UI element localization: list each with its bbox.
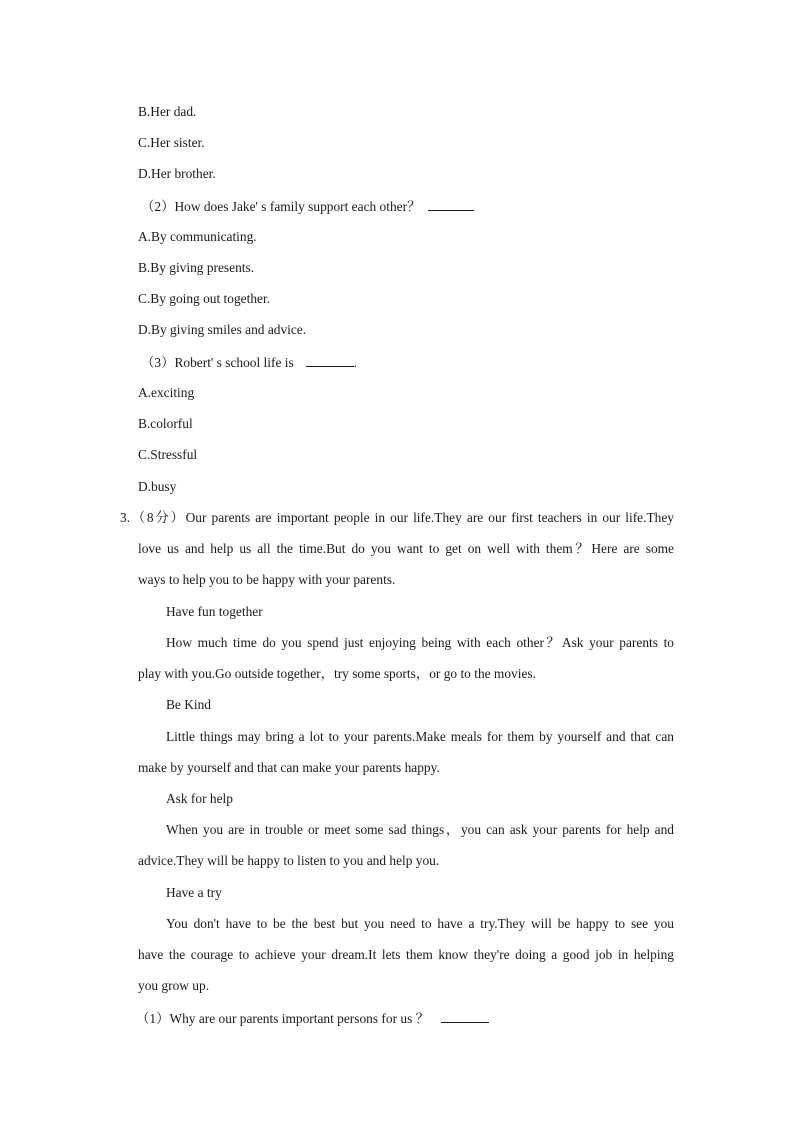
sub3-option-a: A.exciting bbox=[138, 385, 195, 400]
sub-question-2-prompt: （2）How does Jake' s family support each other？ bbox=[141, 199, 421, 214]
paragraph-line: you grow up. bbox=[138, 978, 210, 993]
paragraph-line: You don't have to be the best but you need to have a try.They will be happy to see you bbox=[166, 916, 674, 931]
intro-line: Our parents are important people in our life.They are our first teachers in our life.They bbox=[185, 510, 674, 525]
section-heading: Ask for help bbox=[166, 791, 233, 806]
sub3-option-c: C.Stressful bbox=[138, 447, 198, 462]
paragraph-line: How much time do you spend just enjoying being with each other？Ask your parents to bbox=[166, 635, 674, 650]
question-number: 3.（8分） bbox=[120, 510, 186, 525]
paragraph-line: When you are in trouble or meet some sad things，you can ask your parents for help and bbox=[166, 822, 674, 837]
sub2-option-a: A.By communicating. bbox=[138, 229, 257, 244]
answer-blank[interactable] bbox=[428, 198, 474, 211]
paragraph-line: play with you.Go outside together，try some sports，or go to the movies. bbox=[138, 666, 536, 681]
sub-question-1-prompt: （1）Why are our parents important persons for us ？ bbox=[136, 1011, 430, 1026]
sub-question-3 bbox=[141, 354, 357, 371]
paragraph-line: advice.They will be happy to listen to you and help you. bbox=[138, 853, 440, 868]
section-heading: Be Kind bbox=[166, 697, 212, 712]
sub-question-1 bbox=[136, 1010, 489, 1027]
paragraph-line: Little things may bring a lot to your parents.Make meals for them by yourself and that can bbox=[166, 729, 674, 744]
section-heading: Have a try bbox=[166, 885, 222, 900]
sub-question-3-prompt: （3）Robert' s school life is bbox=[141, 355, 294, 370]
sub2-option-c: C.By going out together. bbox=[138, 291, 271, 306]
answer-blank[interactable] bbox=[441, 1010, 489, 1023]
option-d: D.Her brother. bbox=[138, 166, 216, 181]
question-3-first-line bbox=[120, 510, 674, 526]
intro-line: love us and help us all the time.But do you want to get on well with them？Here are some bbox=[138, 541, 674, 556]
intro-line: ways to help you to be happy with your parents. bbox=[138, 572, 396, 587]
answer-blank[interactable] bbox=[306, 354, 354, 367]
section-heading: Have fun together bbox=[166, 604, 263, 619]
sub-question-2 bbox=[141, 198, 474, 215]
sub3-option-d: D.busy bbox=[138, 479, 177, 494]
paragraph-line: have the courage to achieve your dream.It lets them know they're doing a good job in helping bbox=[138, 947, 674, 962]
option-c: C.Her sister. bbox=[138, 135, 205, 150]
sub3-option-b: B.colorful bbox=[138, 416, 193, 431]
sub-question-3-suffix: . bbox=[353, 355, 358, 370]
sub2-option-b: B.By giving presents. bbox=[138, 260, 255, 275]
option-b: B.Her dad. bbox=[138, 104, 197, 119]
sub2-option-d: D.By giving smiles and advice. bbox=[138, 322, 307, 337]
paragraph-line: make by yourself and that can make your parents happy. bbox=[138, 760, 440, 775]
